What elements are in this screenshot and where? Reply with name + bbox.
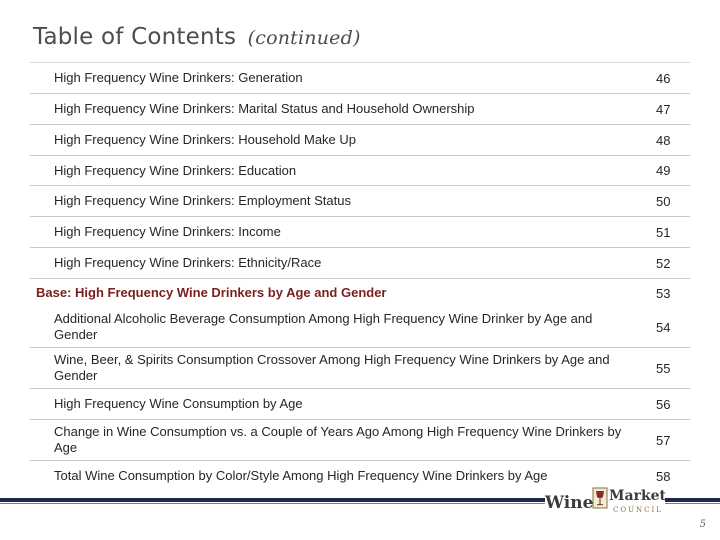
toc-entry-label: Change in Wine Consumption vs. a Couple of Years Ago Among High Frequency Wine Drinkers by Age bbox=[54, 424, 622, 455]
toc-entry-page: 52 bbox=[656, 255, 671, 271]
toc-entry-page: 49 bbox=[656, 163, 671, 178]
toc-entry-label: High Frequency Wine Drinkers: Income bbox=[54, 224, 281, 239]
toc-section-label: Base: High Frequency Wine Drinkers by Age and Gender bbox=[36, 285, 387, 300]
toc-entry-page: 51 bbox=[656, 224, 671, 240]
toc-row[interactable] bbox=[30, 125, 690, 156]
wine-glass-emblem-icon bbox=[592, 487, 608, 509]
toc-row[interactable] bbox=[30, 420, 690, 461]
toc-row[interactable] bbox=[30, 307, 690, 348]
toc-row[interactable] bbox=[30, 156, 690, 186]
table-of-contents bbox=[30, 63, 690, 491]
logo-council-text: COUNCIL bbox=[613, 506, 663, 514]
toc-entry-label: High Frequency Wine Consumption by Age bbox=[54, 396, 303, 411]
toc-entry-page: 58 bbox=[656, 468, 671, 484]
logo-wine-text: Wine bbox=[545, 493, 594, 513]
toc-entry-label: High Frequency Wine Drinkers: Household Make Up bbox=[54, 132, 357, 147]
toc-entry-label: Additional Alcoholic Beverage Consumption Among High Frequency Wine Drinker by Age and Gender bbox=[54, 311, 593, 342]
toc-entry-page: 47 bbox=[656, 101, 671, 117]
toc-entry-page: 56 bbox=[656, 396, 671, 412]
page-title bbox=[33, 24, 361, 50]
page-title-subtitle: (continued) bbox=[247, 27, 361, 49]
toc-entry-page: 46 bbox=[656, 70, 671, 86]
toc-entry-label: High Frequency Wine Drinkers: Employment Status bbox=[54, 193, 351, 208]
toc-row[interactable] bbox=[30, 217, 690, 248]
toc-entry-page: 50 bbox=[656, 193, 671, 209]
toc-entry-label: Total Wine Consumption by Color/Style Among High Frequency Wine Drinkers by Age bbox=[54, 468, 548, 483]
wine-market-council-logo bbox=[545, 487, 665, 517]
toc-entry-label: High Frequency Wine Drinkers: Education bbox=[54, 162, 297, 178]
toc-entry-label: High Frequency Wine Drinkers: Marital Status and Household Ownership bbox=[54, 101, 475, 116]
toc-entry-page: 57 bbox=[656, 432, 671, 448]
toc-row[interactable] bbox=[30, 248, 690, 279]
toc-row[interactable] bbox=[30, 348, 690, 389]
toc-row[interactable] bbox=[30, 94, 690, 125]
toc-row[interactable] bbox=[30, 63, 690, 94]
toc-entry-page: 48 bbox=[656, 132, 671, 148]
toc-entry-label: High Frequency Wine Drinkers: Generation bbox=[54, 70, 303, 85]
toc-entry-page: 55 bbox=[656, 360, 671, 376]
page-number: 5 bbox=[699, 519, 706, 530]
toc-entry-label: High Frequency Wine Drinkers: Ethnicity/Race bbox=[54, 255, 322, 270]
toc-entry-label: Wine, Beer, & Spirits Consumption Crossover Among High Frequency Wine Drinkers by Age and Gender bbox=[54, 352, 610, 383]
toc-entry-page: 54 bbox=[656, 319, 671, 335]
toc-row[interactable] bbox=[30, 389, 690, 420]
toc-section-heading[interactable] bbox=[30, 279, 690, 307]
logo-market-text: Market bbox=[609, 488, 667, 504]
toc-entry-page: 53 bbox=[656, 285, 671, 301]
toc-row[interactable] bbox=[30, 186, 690, 217]
page-title-text: Table of Contents bbox=[33, 24, 237, 50]
